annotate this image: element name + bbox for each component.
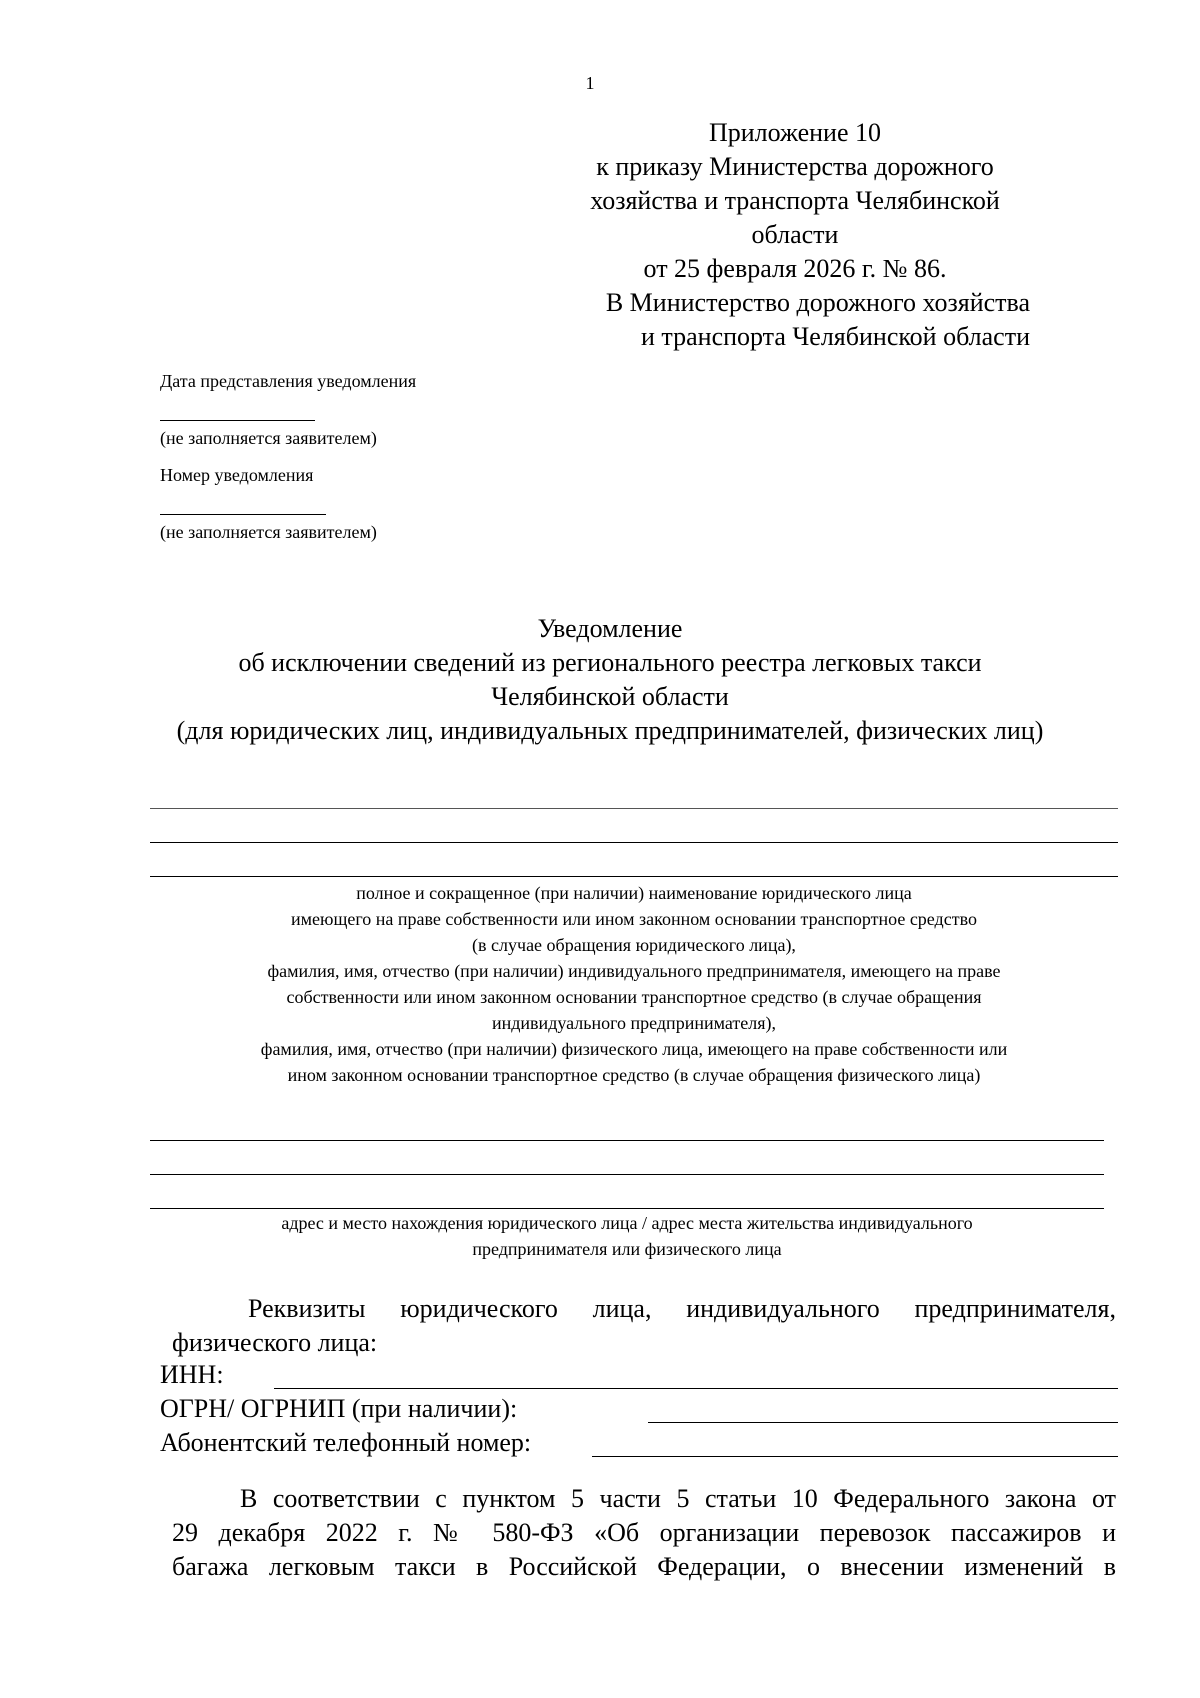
number-label: Номер уведомления bbox=[160, 465, 314, 485]
date-label: Дата представления уведомления bbox=[160, 371, 417, 391]
body-line: багажа легковым такси в Российской Федерации, о внесении изменений в bbox=[172, 1552, 1116, 1581]
number-blank-line bbox=[160, 514, 326, 515]
addressee-block bbox=[560, 286, 1030, 354]
appendix-line: от 25 февраля 2026 г. № 86. bbox=[643, 254, 947, 283]
caption-line: (в случае обращения юридического лица), bbox=[472, 935, 796, 955]
appendix-line: Приложение 10 bbox=[708, 118, 882, 147]
document-title bbox=[150, 612, 1070, 748]
caption-line: индивидуального предпринимателя), bbox=[492, 1013, 776, 1033]
date-blank-line bbox=[160, 420, 315, 421]
caption-line: фамилия, имя, отчество (при наличии) физического лица, имеющего на праве собственности или bbox=[260, 1039, 1008, 1059]
title-line: об исключении сведений из регионального реестра легковых такси bbox=[238, 648, 982, 677]
address-fill-line bbox=[150, 1208, 1104, 1209]
number-note: (не заполняется заявителем) bbox=[160, 522, 377, 542]
inn-fill-line bbox=[274, 1388, 1118, 1389]
phone-label: Абонентский телефонный номер: bbox=[160, 1428, 532, 1457]
name-fill-line bbox=[150, 842, 1118, 843]
requisites-heading-cont: физического лица: bbox=[172, 1328, 378, 1357]
ogrn-label: ОГРН/ ОГРНИП (при наличии): bbox=[160, 1394, 518, 1423]
body-line: В соответствии с пунктом 5 части 5 статьи 10 Федерального закона от bbox=[240, 1484, 1116, 1513]
caption-line: предпринимателя или физического лица bbox=[472, 1239, 782, 1259]
caption-line: фамилия, имя, отчество (при наличии) индивидуального предпринимателя, имеющего на праве bbox=[267, 961, 1001, 981]
caption-line: ином законном основании транспортное средство (в случае обращения физического лица) bbox=[287, 1065, 981, 1085]
caption-line: адрес и место нахождения юридического лица / адрес места жительства индивидуального bbox=[281, 1213, 973, 1233]
addressee-line: и транспорта Челябинской области bbox=[641, 322, 1030, 351]
title-line: Уведомление bbox=[537, 614, 683, 643]
caption-line: собственности или ином законном основании транспортное средство (в случае обращения bbox=[286, 987, 982, 1007]
caption-line: имеющего на праве собственности или ином законном основании транспортное средство bbox=[291, 909, 977, 929]
addressee-line: В Министерство дорожного хозяйства bbox=[605, 288, 1030, 317]
appendix-line: хозяйства и транспорта Челябинской области bbox=[590, 186, 1000, 249]
name-caption bbox=[150, 880, 1118, 1088]
caption-line: полное и сокращенное (при наличии) наименование юридического лица bbox=[356, 883, 912, 903]
appendix-line: к приказу Министерства дорожного bbox=[596, 152, 994, 181]
name-fill-line bbox=[150, 808, 1118, 809]
date-note: (не заполняется заявителем) bbox=[160, 428, 377, 448]
ogrn-fill-line bbox=[648, 1422, 1118, 1423]
inn-label: ИНН: bbox=[160, 1360, 224, 1389]
title-line: (для юридических лиц, индивидуальных предпринимателей, физических лиц) bbox=[176, 716, 1044, 745]
title-line: Челябинской области bbox=[491, 682, 729, 711]
body-line: 29 декабря 2022 г. № 580-ФЗ «Об организации перевозок пассажиров и bbox=[172, 1518, 1116, 1547]
address-caption bbox=[150, 1210, 1104, 1262]
phone-fill-line bbox=[592, 1456, 1118, 1457]
address-fill-line bbox=[150, 1174, 1104, 1175]
address-fill-line bbox=[150, 1140, 1104, 1141]
page-number: 1 bbox=[585, 73, 595, 93]
name-fill-line bbox=[150, 876, 1118, 877]
appendix-block bbox=[560, 116, 1030, 286]
requisites-heading: Реквизиты юридического лица, индивидуального предпринимателя, bbox=[248, 1294, 1116, 1323]
